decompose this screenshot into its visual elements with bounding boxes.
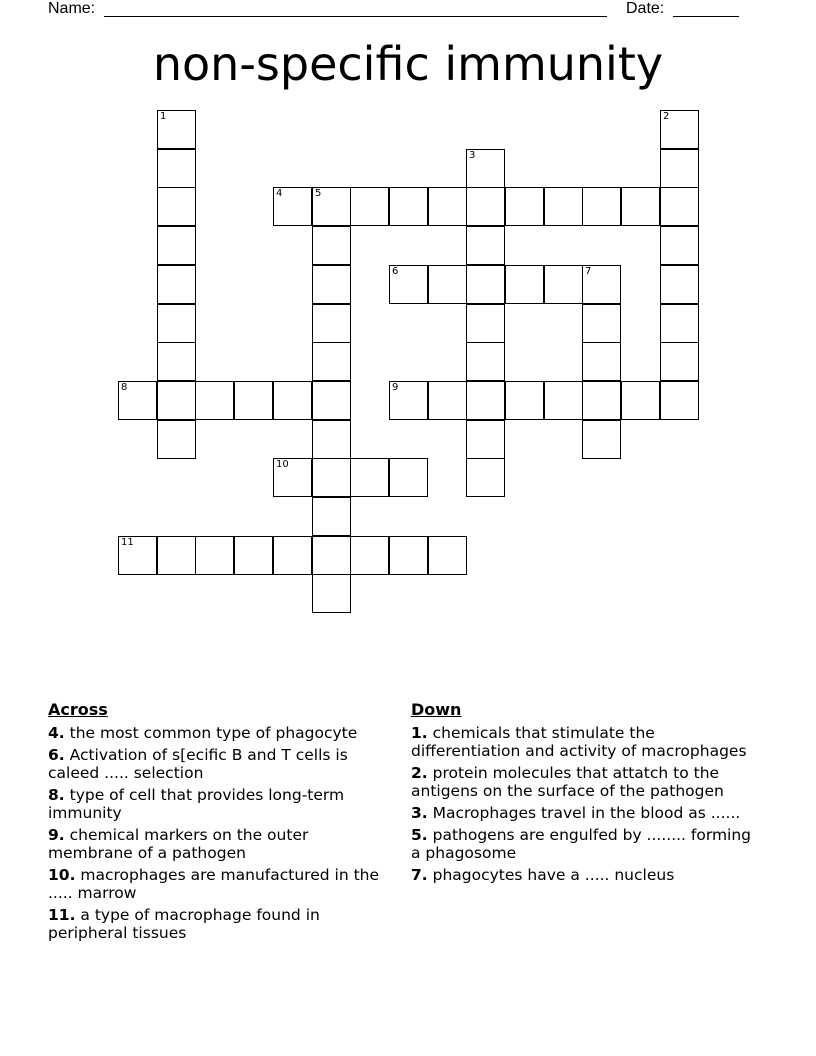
grid-cell[interactable] <box>195 381 234 420</box>
grid-cell[interactable] <box>621 187 660 226</box>
grid-cell[interactable] <box>582 381 621 420</box>
grid-cell[interactable] <box>389 381 428 420</box>
cell-number: 4 <box>276 188 283 199</box>
grid-cell[interactable] <box>466 381 505 420</box>
clue-text: protein molecules that attatch to the antigens on the surface of the pathogen <box>411 764 724 800</box>
grid-cell[interactable] <box>389 187 428 226</box>
clue-text: chemicals that stimulate the differentiation and activity of macrophages <box>411 724 747 760</box>
clue-text: macrophages are manufactured in the ..... marrow <box>48 866 380 902</box>
clue-number: 11. <box>48 906 76 924</box>
clue-across-11 <box>48 906 393 942</box>
clue-number: 9. <box>48 826 65 844</box>
grid-cell[interactable] <box>660 149 699 188</box>
grid-cell[interactable] <box>660 187 699 226</box>
name-label: Name: <box>48 0 96 17</box>
grid-cell[interactable] <box>312 381 351 420</box>
grid-cell[interactable] <box>350 187 389 226</box>
grid-cell[interactable] <box>660 226 699 265</box>
grid-cell[interactable] <box>273 536 312 575</box>
grid-cell[interactable] <box>195 536 234 575</box>
clue-across-4 <box>48 724 393 742</box>
grid-cell[interactable] <box>157 149 196 188</box>
cell-number: 5 <box>315 188 322 199</box>
grid-cell[interactable] <box>273 458 312 497</box>
grid-cell[interactable] <box>466 420 505 459</box>
clue-across-6 <box>48 746 393 782</box>
clue-number: 4. <box>48 724 65 742</box>
grid-cell[interactable] <box>428 536 467 575</box>
clue-text: pathogens are engulfed by ........ forming a phagosome <box>411 826 752 862</box>
grid-cell[interactable] <box>389 458 428 497</box>
grid-cell[interactable] <box>582 342 621 381</box>
grid-cell[interactable] <box>157 110 196 149</box>
grid-cell[interactable] <box>389 536 428 575</box>
clue-down-7 <box>411 866 751 884</box>
grid-cell[interactable] <box>312 187 351 226</box>
clue-across-9 <box>48 826 393 862</box>
clue-across-10 <box>48 866 393 902</box>
grid-cell[interactable] <box>660 304 699 343</box>
grid-cell[interactable] <box>273 381 312 420</box>
clue-text: a type of macrophage found in peripheral tissues <box>48 906 320 942</box>
clue-text: phagocytes have a ..... nucleus <box>427 866 675 884</box>
clue-number: 10. <box>48 866 76 884</box>
grid-cell[interactable] <box>660 110 699 149</box>
grid-cell[interactable] <box>466 458 505 497</box>
grid-cell[interactable] <box>660 381 699 420</box>
cell-number: 3 <box>469 150 476 161</box>
grid-cell[interactable] <box>118 381 157 420</box>
grid-cell[interactable] <box>312 536 351 575</box>
grid-cell[interactable] <box>466 149 505 188</box>
grid-cell[interactable] <box>350 458 389 497</box>
clue-down-1 <box>411 724 751 760</box>
grid-cell[interactable] <box>466 304 505 343</box>
date-label: Date: <box>626 0 665 17</box>
clue-down-3 <box>411 804 751 822</box>
cell-number: 7 <box>585 266 592 277</box>
grid-cell[interactable] <box>621 381 660 420</box>
clue-number: 6. <box>48 746 65 764</box>
grid-cell[interactable] <box>312 265 351 304</box>
grid-cell[interactable] <box>312 342 351 381</box>
grid-cell[interactable] <box>505 381 544 420</box>
clue-down-5 <box>411 826 751 862</box>
grid-cell[interactable] <box>157 265 196 304</box>
cell-number: 8 <box>121 382 128 393</box>
grid-cell[interactable] <box>312 226 351 265</box>
clue-text: the most common type of phagocyte <box>64 724 358 742</box>
grid-cell[interactable] <box>582 187 621 226</box>
down-clues <box>411 700 751 888</box>
grid-cell[interactable] <box>466 226 505 265</box>
grid-cell[interactable] <box>544 381 583 420</box>
grid-cell[interactable] <box>505 187 544 226</box>
clue-number: 8. <box>48 786 65 804</box>
clue-text: type of cell that provides long-term immunity <box>48 786 345 822</box>
grid-cell[interactable] <box>157 187 196 226</box>
grid-cell[interactable] <box>157 226 196 265</box>
cell-number: 9 <box>392 382 399 393</box>
down-heading: Down <box>411 700 462 719</box>
grid-cell[interactable] <box>582 420 621 459</box>
grid-cell[interactable] <box>312 574 351 613</box>
grid-cell[interactable] <box>466 187 505 226</box>
clue-across-8 <box>48 786 393 822</box>
page-title: non-specific immunity <box>152 37 664 91</box>
grid-cell[interactable] <box>118 536 157 575</box>
grid-cell[interactable] <box>389 265 428 304</box>
clue-number: 5. <box>411 826 428 844</box>
grid-cell[interactable] <box>234 536 273 575</box>
cell-number: 2 <box>663 111 670 122</box>
grid-cell[interactable] <box>157 420 196 459</box>
clue-number: 3. <box>411 804 428 822</box>
grid-cell[interactable] <box>273 187 312 226</box>
grid-cell[interactable] <box>157 342 196 381</box>
grid-cell[interactable] <box>157 381 196 420</box>
clue-number: 1. <box>411 724 428 742</box>
clue-text: chemical markers on the outer membrane of a pathogen <box>48 826 309 862</box>
clue-text: Macrophages travel in the blood as ...... <box>427 804 741 822</box>
clue-down-2 <box>411 764 751 800</box>
grid-cell[interactable] <box>466 342 505 381</box>
grid-cell[interactable] <box>660 342 699 381</box>
cell-number: 6 <box>392 266 399 277</box>
grid-cell[interactable] <box>582 304 621 343</box>
across-heading: Across <box>48 700 108 719</box>
grid-cell[interactable] <box>466 265 505 304</box>
clue-number: 2. <box>411 764 428 782</box>
grid-cell[interactable] <box>505 265 544 304</box>
cell-number: 1 <box>160 111 167 122</box>
cell-number: 11 <box>121 537 134 548</box>
grid-cell[interactable] <box>234 381 273 420</box>
cell-number: 10 <box>276 459 289 470</box>
grid-cell[interactable] <box>157 536 196 575</box>
grid-cell[interactable] <box>428 187 467 226</box>
grid-cell[interactable] <box>428 265 467 304</box>
grid-cell[interactable] <box>312 458 351 497</box>
grid-cell[interactable] <box>312 304 351 343</box>
grid-cell[interactable] <box>312 420 351 459</box>
grid-cell[interactable] <box>428 381 467 420</box>
grid-cell[interactable] <box>157 304 196 343</box>
grid-cell[interactable] <box>660 265 699 304</box>
grid-cell[interactable] <box>544 265 583 304</box>
grid-cell[interactable] <box>582 265 621 304</box>
clue-text: Activation of s[ecific B and T cells is caleed ..... selection <box>48 746 348 782</box>
grid-cell[interactable] <box>544 187 583 226</box>
across-clues <box>48 700 393 946</box>
clue-number: 7. <box>411 866 428 884</box>
grid-cell[interactable] <box>312 497 351 536</box>
grid-cell[interactable] <box>350 536 389 575</box>
